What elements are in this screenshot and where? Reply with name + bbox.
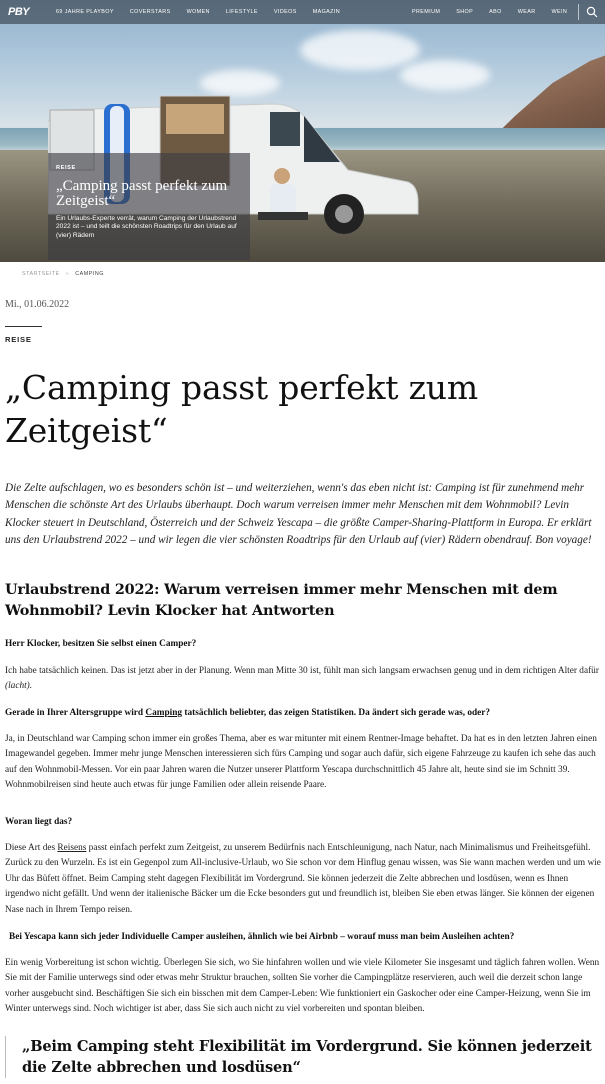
nav-link-69-jahre[interactable]: 69 JAHRE PLAYBOY xyxy=(56,9,114,15)
article-headline xyxy=(5,366,601,452)
category-rule xyxy=(5,326,42,327)
nav-link-premium[interactable]: PREMIUM xyxy=(412,9,441,15)
question-2-text-post: tatsächlich beliebter, das zeigen Statistiken. Da ändert sich gerade was, oder? xyxy=(182,708,491,718)
main-nav-links xyxy=(56,9,356,15)
nav-divider xyxy=(578,4,579,20)
reisens-link[interactable]: Reisens xyxy=(57,843,87,853)
nav-link-shop[interactable]: SHOP xyxy=(456,9,474,15)
breadcrumb-current[interactable]: CAMPING xyxy=(75,271,104,277)
section-heading: Urlaubstrend 2022: Warum verreisen immer mehr Menschen mit dem Wohnmobil? Levin Klocker hat Antworten xyxy=(5,581,558,619)
site-logo[interactable]: PBY xyxy=(8,6,30,18)
interview-question-2 xyxy=(5,707,600,720)
nav-link-wear[interactable]: WEAR xyxy=(517,9,536,15)
nav-link-wein[interactable]: WEIN xyxy=(551,9,568,15)
breadcrumb-separator: » xyxy=(65,271,70,277)
interview-answer-1 xyxy=(5,664,601,695)
nav-link-videos[interactable]: VIDEOS xyxy=(273,9,297,15)
nav-link-lifestyle[interactable]: LIFESTYLE xyxy=(225,9,258,15)
hero-teaser: Ein Urlaubs-Experte verrät, warum Camping der Urlaubstrend 2022 ist – und teilt die schönsten Roadtrips für den Urlaub auf (vier) Rädern xyxy=(56,215,237,239)
question-2-text-pre: Gerade in Ihrer Altersgruppe wird xyxy=(5,708,146,718)
hero-title: „Camping passt perfekt zum Zeitgeist“ xyxy=(56,178,228,209)
article-date: Mi., 01.06.2022 xyxy=(5,299,70,310)
search-icon[interactable] xyxy=(586,6,598,18)
headline-line-2: Zeitgeist“ xyxy=(5,411,168,450)
headline-line-1: „Camping passt perfekt zum xyxy=(5,368,478,407)
interview-question-4: Bei Yescapa kann sich jeder Individuelle Camper ausleihen, ähnlich wie bei Airbnb – worauf muss man beim Ausleihen achten? xyxy=(9,932,515,942)
interview-question-1: Herr Klocker, besitzen Sie selbst einen Camper? xyxy=(5,639,197,649)
breadcrumb xyxy=(22,271,104,277)
article-intro: Die Zelte aufschlagen, wo es besonders schön ist – und weiterziehen, wenn's das eben nicht ist: Camping ist für zunehmend mehr Menschen die schönste Art des Urlaubs überhaupt. Doch warum verreisen immer mehr Menschen mit dem Wohnmobil? Levin Klocker steuert in Deutschland, Österreich und der Schweiz Yescapa – die größte Camper-Sharing-Plattform in Europa. Er erklärt uns den Urlaubstrend 2022 – und wir legen die vier schönsten Roadtrips für den Urlaub auf (vier) Rädern obendrauf. Bon voyage! xyxy=(5,482,592,546)
breadcrumb-home[interactable]: STARTSEITE xyxy=(22,271,60,277)
secondary-nav-links xyxy=(412,0,583,24)
hero-teaser-card[interactable] xyxy=(48,153,250,260)
nav-link-women[interactable]: WOMEN xyxy=(186,9,210,15)
top-navigation xyxy=(0,0,605,24)
article-category[interactable]: REISE xyxy=(5,335,32,344)
cloud xyxy=(300,30,420,70)
camping-link[interactable]: Camping xyxy=(145,708,183,718)
answer-1-aside: (lacht). xyxy=(5,681,33,692)
nav-link-abo[interactable]: ABO xyxy=(489,9,502,15)
interview-answer-2: Ja, in Deutschland war Camping schon immer ein großes Thema, aber es war mitunter mit einem Rentner-Image behaftet. Da hat es in den letzten Jahren einen Imagewandel gegeben. Immer mehr junge Menschen interessieren sich fürs Camping und sogar auch dafür, sich eigene Fahrzeuge zu kaufen ich sehe das auch auf den Wohnmobil-Messen. Vor ein paar Jahren waren die Nutzer unserer Plattform Yescapa durchschnittlich 45 Jahre alt, heute sind sie im Schnitt 39. Wohnmobilreisen sind heute auch etwas für junge Familien oder allein reisende Paare. xyxy=(5,734,597,791)
answer-3-text-post: passt einfach perfekt zum Zeitgeist, zu unserem Bedürfnis nach Entschleunigung, nach Natur, nach Minimalismus und Freiheitsgefühl. Zurück zu den Wurzeln. Es ist ein Gegenpol zum All-inclusive-Urlaub, wo Sie schon vor dem Hinflug genau wissen, was Sie wann machen werden und um wie Uhr das Büfett öffnet. Beim Camping steht dagegen Flexibilität im Vordergrund. Sie können jederzeit die Zelte abbrechen und losdüsen, wenn es Ihnen irgendwo nicht gefällt. Und wenn der italienische Bäcker um die Ecke besonders gut und freundlich ist, bleiben Sie eben etwas länger. Sie können der eigenen Nase nach in Ihrem Tempo reisen. xyxy=(5,843,601,915)
answer-3-text-pre: Diese Art des xyxy=(5,843,58,853)
interview-answer-4: Ein wenig Vorbereitung ist schon wichtig. Überlegen Sie sich, wo Sie hinfahren wollen und wie viele Kilometer Sie insgesamt und täglich fahren wollen. Wenn Sie mit der Familie unterwegs sind oder etwas mehr Struktur brauchen, sollten Sie vorher die Campingplätze reservieren, auch weil die derzeit schon lange vorher ausgebucht sind. Beschäftigen Sie sich ein bisschen mit dem Camper-Leben: Wie funktioniert ein Gaskocher oder eine Camper-Heizung, wenn Sie im Winter unterwegs sind. Noch wichtiger ist aber, dass Sie sich auch nicht zu viel vorbereiten und spontan bleiben. xyxy=(5,958,600,1015)
interview-question-3: Woran liegt das? xyxy=(5,817,73,827)
nav-link-magazin[interactable]: MAGAZIN xyxy=(312,9,341,15)
interview-answer-3 xyxy=(5,841,601,918)
hero-kicker: REISE xyxy=(56,165,76,171)
pull-quote: „Beim Camping steht Flexibilität im Vordergrund. Sie können jederzeit die Zelte abbrechen und losdüsen“ xyxy=(5,1036,600,1078)
nav-link-coverstars[interactable]: COVERSTARS xyxy=(129,9,171,15)
answer-1-text: Ich habe tatsächlich keinen. Das ist jetzt aber in der Planung. Wenn man Mitte 30 ist, fühlt man sich langsam erwachsen genug und in dem richtigen Alter dafür xyxy=(5,666,599,676)
